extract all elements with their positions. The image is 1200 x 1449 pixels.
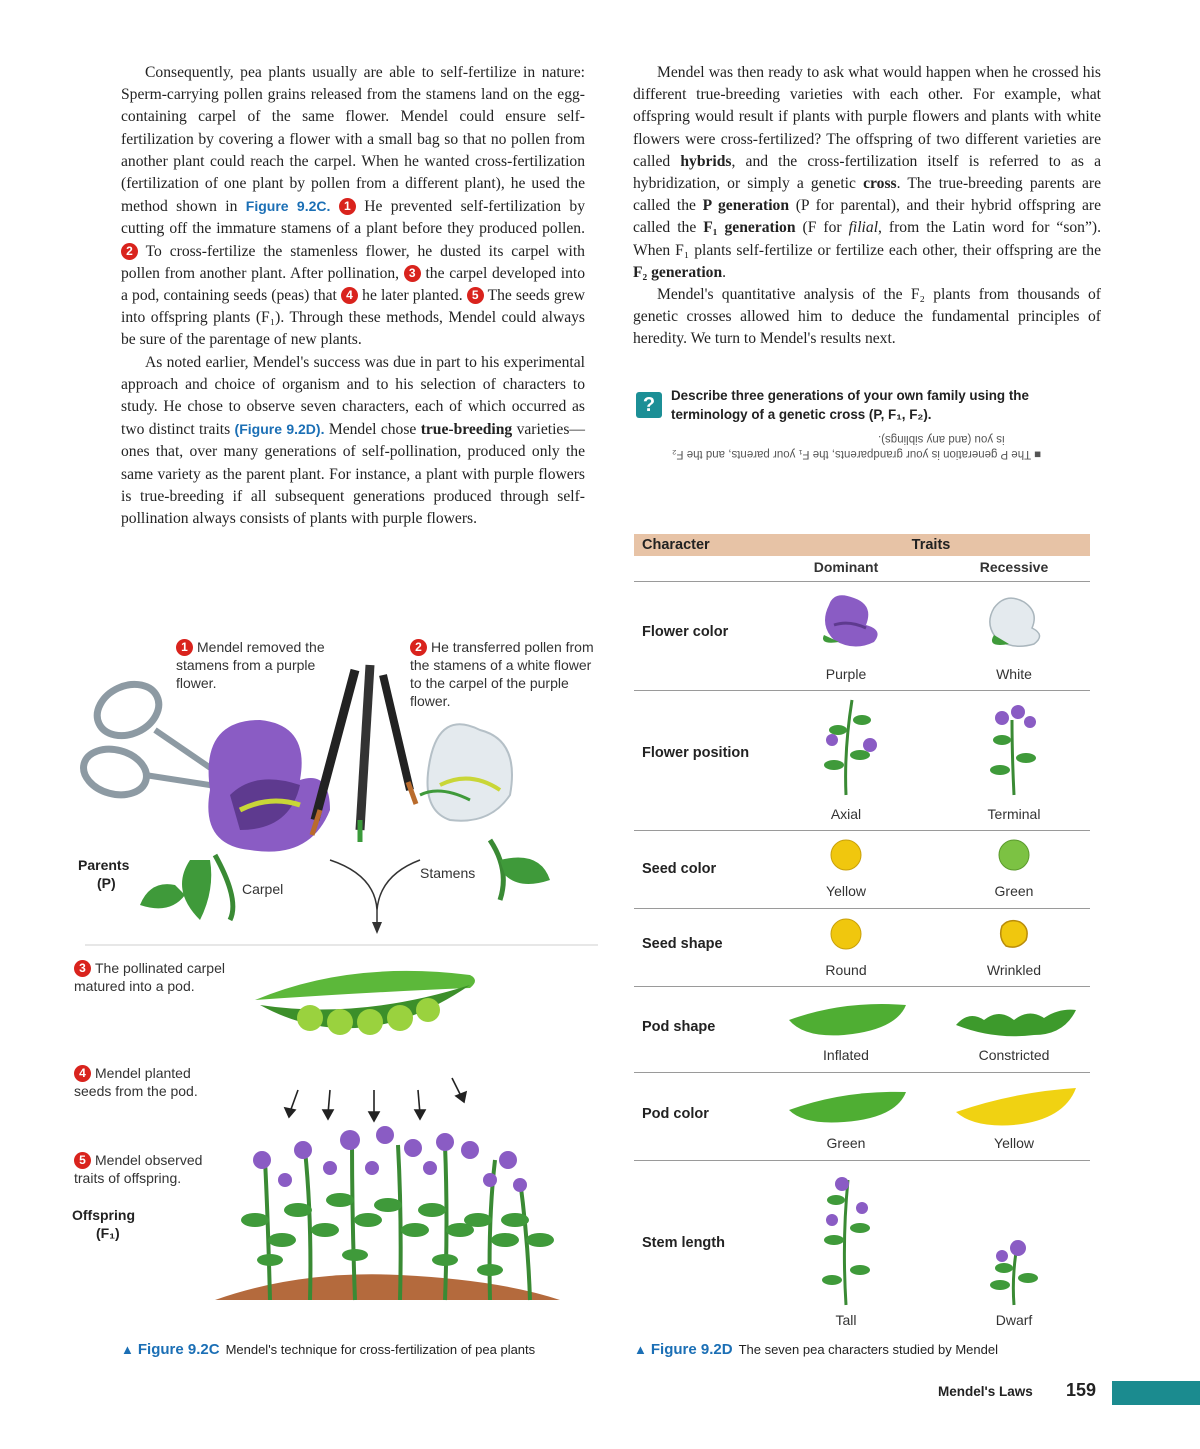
footer-accent-bar	[1112, 1381, 1200, 1405]
step-5-marker: 5	[467, 287, 484, 304]
leaf	[182, 860, 211, 920]
trait-recessive: Wrinkled	[986, 962, 1042, 978]
paragraph-hybrids: Mendel was then ready to ask what would happen when he crossed his different true-breeding varieties with each other. For example, what offspring would result if plants with purple flowers and plants with white flowers were cross-fertilized? The offspring of two different varieties are called hybrids, and the cross-fertilization itself is referred to as a hybridization, or simply a genetic cross. The true-breeding parents are called the P generation (P for parental), and their hybrid offspring are called the F₁ generation (F for filial, from the Latin word for “son”). When F₁ plants self-fertilize or fertilize each other, their offspring are the F₂ generation.	[633, 64, 1102, 281]
step-3-marker: 3	[404, 265, 421, 282]
trait-dominant: Green	[826, 1135, 866, 1151]
stamens-label: Stamens	[420, 865, 476, 881]
upside-down-answer-line-2: is you (and any siblings).	[878, 433, 1005, 445]
row-seed-color: Seed color	[642, 861, 717, 877]
inflated-pod-icon	[789, 1004, 906, 1035]
soil	[215, 1274, 560, 1300]
figure-9-2c-caption: ▲ Figure 9.2C Mendel's technique for cross-fertilization of pea plants	[121, 1341, 536, 1358]
step-5-label: 5 Mendel observed traits of offspring.	[74, 1152, 203, 1186]
trait-dominant: Tall	[835, 1312, 857, 1328]
trait-recessive: Green	[994, 883, 1034, 899]
upside-down-answer-line-1: ■ The P generation is your grandparents, the F₁ your parents, and the F₂	[672, 448, 1042, 460]
question-text: Describe three generations of your own family using the terminology of a genetic cross (P, F₁, F₂).	[671, 388, 1029, 422]
wrinkled-seed-icon	[1001, 921, 1027, 947]
column-recessive: Recessive	[979, 559, 1049, 575]
right-column-text	[633, 62, 1101, 351]
trait-recessive: Terminal	[987, 806, 1041, 822]
row-stem-length: Stem length	[642, 1235, 725, 1251]
pea-pod	[255, 971, 475, 1035]
left-column-text	[121, 62, 585, 530]
trait-dominant: Yellow	[826, 883, 866, 899]
white-flower	[420, 724, 512, 820]
row-pod-shape: Pod shape	[642, 1019, 716, 1035]
parents-label: Parents (P)	[78, 857, 130, 891]
constricted-pod-icon	[956, 1010, 1076, 1037]
row-flower-position: Flower position	[642, 745, 750, 761]
figure-9-2d-caption: ▲ Figure 9.2D The seven pea characters studied by Mendel	[634, 1341, 998, 1358]
table-header-character: Character	[634, 534, 776, 556]
yellow-pod-icon	[956, 1088, 1076, 1125]
paragraph-method: Consequently, pea plants usually are able to self-fertilize in nature: Sperm-carrying pollen grains released from the stamens land on the egg-containing carpel of the same flower. Mendel could ensure self-fertilization by covering a flower with a small bag so that no pollen from another plant could reach the carpel. When he wanted cross-fertilization (fertilization of one plant by pollen from a different plant), he used the method shown in Figure 9.2C. 1 He prevented self-fertilization by cutting off the immature stamens of a plant before they produced pollen. 2 To cross-fertilize the stamenless flower, he dusted its carpel with pollen from another plant. After pollination, 3 the carpel developed into a pod, containing seeds (peas) that 4 he later planted. 5 The seeds grew into offspring plants (F₁). Through these methods, Mendel could always be sure of the parentage of new plants.	[121, 64, 586, 349]
green-seed-icon	[999, 840, 1029, 870]
trait-recessive: Dwarf	[995, 1312, 1033, 1328]
trait-dominant: Purple	[825, 666, 867, 682]
term-f1-generation: F₁ generation	[703, 219, 796, 237]
step-1-marker: 1	[339, 198, 356, 215]
paragraph-true-breeding: As noted earlier, Mendel's success was due in part to his experimental approach and choice of organism and to his selection of characters to study. He chose to observe seven characters, each of which occurred as two distinct traits (Figure 9.2D). Mendel chose true-breeding varieties—ones that, over many generations of self-pollination, produced only the same variety as the parent plant. For instance, a plant with purple flowers is true-breeding if all subsequent generations produced through self-pollination always consists of plants with purple flowers.	[121, 353, 585, 528]
step-2-marker: 2	[121, 243, 138, 260]
yellow-seed-icon	[831, 840, 861, 870]
term-cross: cross	[863, 175, 897, 193]
trait-recessive: Yellow	[994, 1135, 1034, 1151]
term-filial: filial	[848, 219, 879, 237]
step-1-label: 1 Mendel removed the stamens from a purple flower.	[176, 639, 325, 691]
green-pod-icon	[789, 1092, 906, 1123]
question-icon: ?	[636, 392, 662, 418]
term-p-generation: P generation	[702, 197, 790, 215]
row-flower-color: Flower color	[642, 624, 729, 640]
step-4-marker: 4	[341, 287, 358, 304]
trait-recessive: White	[996, 666, 1032, 682]
trait-dominant: Inflated	[823, 1047, 869, 1063]
step-3-label: 3 The pollinated carpel matured into a pod.	[74, 960, 225, 994]
carpel-label: Carpel	[242, 881, 284, 897]
offspring-label: Offspring (F₁)	[72, 1207, 135, 1241]
table-illustrations	[634, 580, 1104, 1340]
trait-dominant: Round	[825, 962, 867, 978]
trait-dominant: Axial	[830, 806, 862, 822]
figure-9-2c-reference[interactable]: Figure 9.2C.	[245, 198, 331, 215]
figure-9-2c-illustration	[0, 620, 600, 1380]
terminal-flower-plant-icon	[990, 705, 1036, 795]
tall-plant-icon	[822, 1177, 870, 1305]
row-pod-color: Pod color	[642, 1106, 709, 1122]
offspring-plants	[241, 1126, 554, 1300]
term-f2-generation: F₂ generation	[633, 263, 723, 281]
term-hybrids: hybrids	[680, 152, 732, 170]
table-header-traits: Traits	[772, 534, 1090, 556]
term-true-breeding: true-breeding	[420, 421, 513, 439]
step-2-label: 2 He transferred pollen from the stamens of a white flower to the carpel of the purple flower.	[410, 639, 594, 709]
dwarf-plant-icon	[990, 1240, 1038, 1305]
row-seed-shape: Seed shape	[642, 936, 723, 952]
white-flower-icon	[990, 598, 1040, 646]
figure-9-2d-reference[interactable]: (Figure 9.2D).	[234, 421, 325, 438]
column-dominant: Dominant	[813, 559, 879, 575]
purple-flower-icon	[823, 595, 878, 646]
footer-section-title: Mendel's Laws	[938, 1384, 1033, 1399]
page-number: 159	[1066, 1380, 1097, 1400]
down-arrows	[285, 1078, 466, 1121]
trait-recessive: Constricted	[978, 1047, 1050, 1063]
axial-flower-plant-icon	[824, 700, 877, 795]
paragraph-quantitative: Mendel's quantitative analysis of the F₂ plants from thousands of genetic crosses allowed him to deduce the fundamental principles of heredity. We turn to Mendel's results next.	[633, 286, 1101, 348]
round-seed-icon	[831, 919, 861, 949]
step-4-label: 4 Mendel planted seeds from the pod.	[74, 1065, 198, 1099]
